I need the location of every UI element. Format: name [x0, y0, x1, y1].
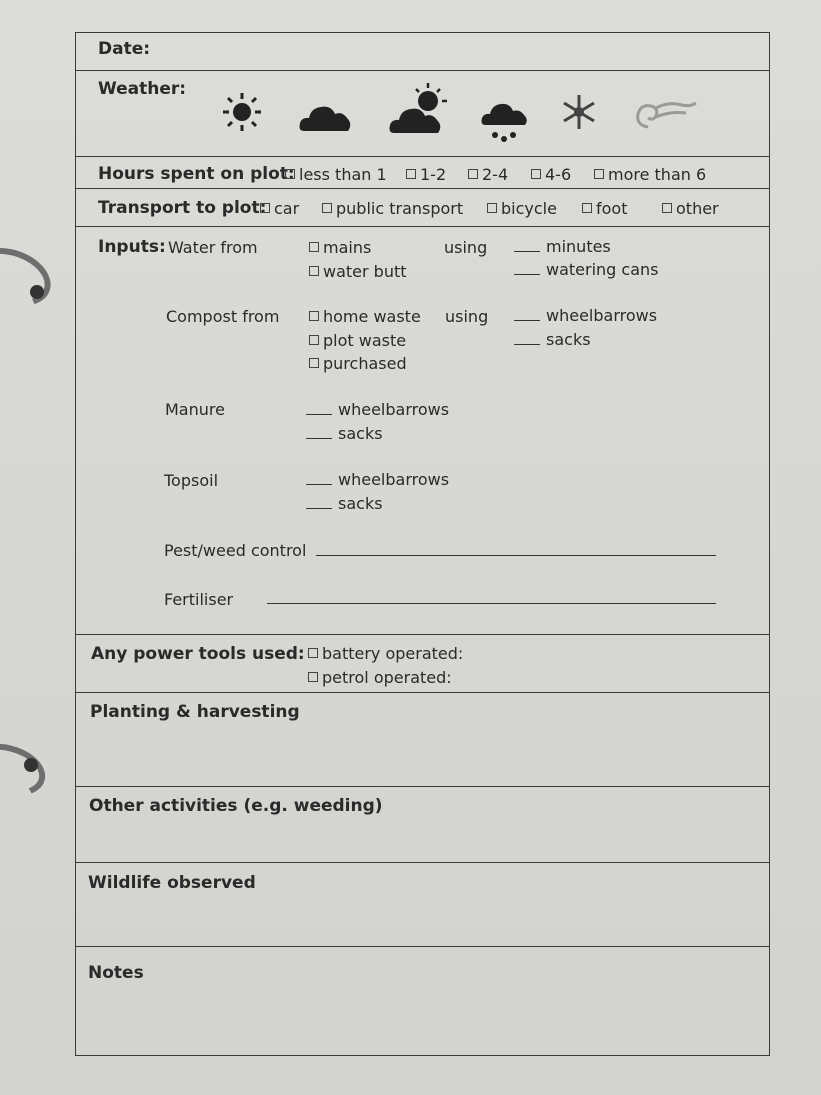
- manure-label: Manure: [165, 400, 225, 419]
- topsoil-wheelbarrows-field[interactable]: wheelbarrows: [306, 470, 449, 489]
- topsoil-sacks-field[interactable]: sacks: [306, 494, 383, 513]
- hours-option-more-than-6[interactable]: more than 6: [594, 165, 706, 184]
- transport-label: Transport to plot:: [98, 198, 267, 218]
- compost-wheelbarrows-field[interactable]: wheelbarrows: [514, 306, 657, 325]
- inputs-label: Inputs:: [98, 237, 166, 257]
- hours-option-4-6[interactable]: 4-6: [531, 165, 571, 184]
- transport-option-public-transport[interactable]: public transport: [322, 199, 463, 218]
- fertiliser-label: Fertiliser: [164, 590, 234, 609]
- power-tools-row: [75, 634, 770, 692]
- hours-option-less-than-1[interactable]: less than 1: [285, 165, 387, 184]
- transport-option-bicycle[interactable]: bicycle: [487, 199, 557, 218]
- hours-option-1-2[interactable]: 1-2: [406, 165, 446, 184]
- hours-option-2-4[interactable]: 2-4: [468, 165, 508, 184]
- manure-sacks-field[interactable]: sacks: [306, 424, 383, 443]
- date-row[interactable]: [75, 32, 770, 70]
- rain-cloud-icon[interactable]: [480, 101, 530, 145]
- other-activities-section[interactable]: [75, 786, 770, 862]
- notes-label: Notes: [88, 963, 144, 983]
- plot-log-form: [75, 32, 770, 1056]
- transport-option-other[interactable]: other: [662, 199, 719, 218]
- hours-label: Hours spent on plot:: [98, 164, 295, 184]
- compost-using-label: using: [445, 307, 489, 326]
- binder-ring-top: [0, 238, 59, 317]
- weather-label: Weather:: [98, 79, 187, 99]
- compost-sacks-field[interactable]: sacks: [514, 330, 591, 349]
- water-minutes-field[interactable]: minutes: [514, 237, 611, 256]
- water-option-water-butt[interactable]: water butt: [309, 262, 407, 281]
- power-tools-option-petrol[interactable]: petrol operated:: [308, 668, 452, 687]
- compost-option-home-waste[interactable]: home waste: [309, 307, 421, 326]
- notes-section[interactable]: [75, 946, 770, 1056]
- cloud-icon[interactable]: [298, 101, 352, 133]
- topsoil-label: Topsoil: [164, 471, 219, 490]
- water-option-mains[interactable]: mains: [309, 238, 371, 257]
- compost-option-purchased[interactable]: purchased: [309, 354, 407, 373]
- planting-harvesting-label: Planting & harvesting: [90, 702, 300, 722]
- power-tools-label: Any power tools used:: [91, 644, 305, 664]
- water-using-label: using: [444, 238, 488, 257]
- inputs-section: [75, 226, 770, 634]
- water-cans-field[interactable]: watering cans: [514, 260, 659, 279]
- transport-option-car[interactable]: car: [260, 199, 299, 218]
- wildlife-label: Wildlife observed: [88, 873, 256, 893]
- hours-row: [75, 156, 770, 188]
- compost-option-plot-waste[interactable]: plot waste: [309, 331, 406, 350]
- other-activities-label: Other activities (e.g. weeding): [89, 796, 383, 816]
- water-from-label: Water from: [168, 238, 258, 257]
- wind-icon[interactable]: [634, 97, 698, 133]
- date-label: Date:: [98, 39, 151, 59]
- snowflake-icon[interactable]: [560, 93, 598, 131]
- power-tools-option-battery[interactable]: battery operated:: [308, 644, 463, 663]
- fertiliser-field[interactable]: [267, 603, 716, 604]
- manure-wheelbarrows-field[interactable]: wheelbarrows: [306, 400, 449, 419]
- planting-harvesting-section[interactable]: [75, 692, 770, 786]
- pest-control-label: Pest/weed control: [164, 541, 307, 560]
- pest-control-field[interactable]: [316, 555, 716, 556]
- transport-option-foot[interactable]: foot: [582, 199, 627, 218]
- compost-from-label: Compost from: [166, 307, 280, 326]
- punch-hole-top: [30, 285, 44, 299]
- sun-icon[interactable]: [221, 91, 263, 133]
- transport-row: [75, 188, 770, 226]
- weather-row: [75, 70, 770, 156]
- sun-cloud-icon[interactable]: [388, 81, 450, 135]
- punch-hole-bottom: [24, 758, 38, 772]
- wildlife-section[interactable]: [75, 862, 770, 946]
